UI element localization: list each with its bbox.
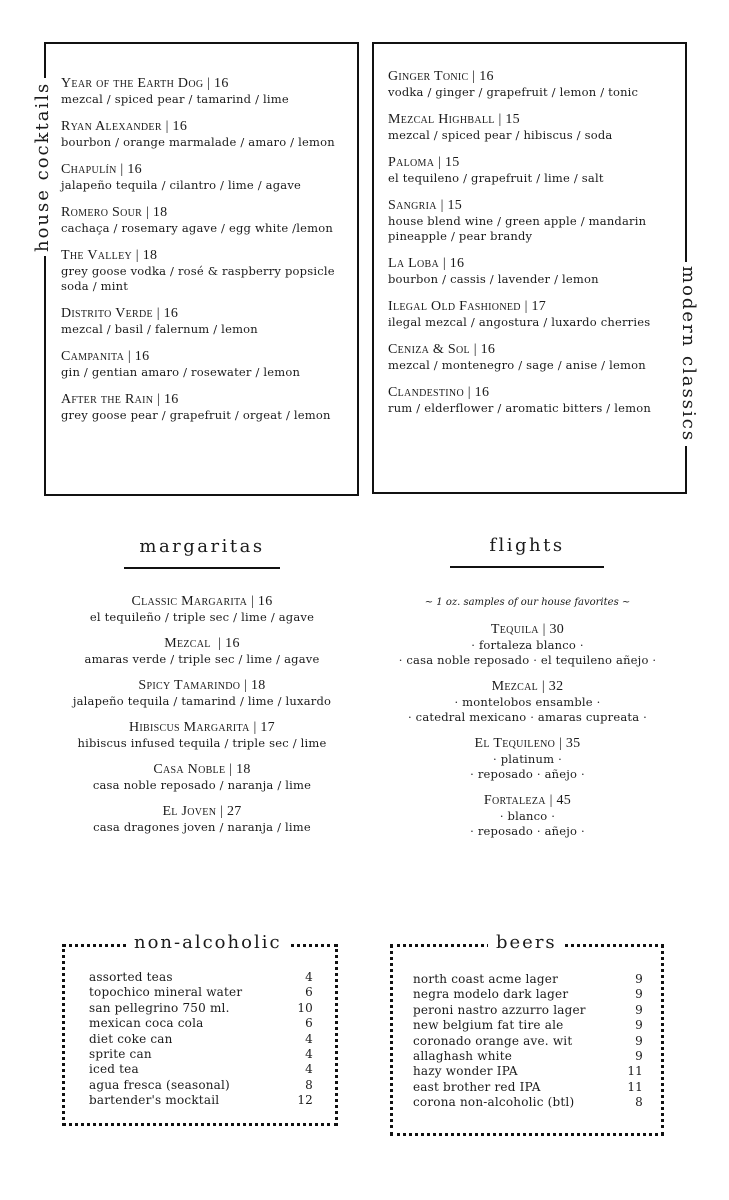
non-alcoholic-list: [89, 970, 313, 1109]
item-desc: jalapeño tequila / tamarind / lime / luxardo: [72, 694, 332, 708]
item-name: peroni nastro azzurro lager: [413, 1002, 586, 1017]
item-title: Ginger Tonic | 16: [388, 69, 494, 84]
beers-heading: beers: [488, 932, 565, 953]
item-title: Sangria | 15: [388, 198, 463, 213]
item-title: Ceniza & Sol | 16: [388, 342, 496, 357]
menu-item: [388, 385, 651, 416]
item-title: Campanita | 16: [61, 349, 150, 364]
menu-item: [40, 636, 364, 667]
list-item: [413, 987, 643, 1002]
list-item: [413, 1049, 643, 1064]
item-title: Hibiscus Margarita | 17: [129, 720, 275, 735]
item-title: Paloma | 15: [388, 155, 460, 170]
modern-classics-list: [388, 69, 651, 428]
item-title: Distrito Verde | 16: [61, 306, 179, 321]
flight-item: [380, 793, 675, 839]
list-item: [413, 1003, 643, 1018]
item-title: Spicy Tamarindo | 18: [138, 678, 266, 693]
list-item: [89, 1032, 313, 1047]
item-title: Fortaleza | 45: [483, 793, 572, 808]
house-cocktails-list: [61, 76, 335, 435]
menu-item: [61, 76, 335, 107]
item-price: 4: [305, 1047, 313, 1062]
item-title: Chapulín | 16: [61, 162, 142, 177]
menu-item: [61, 306, 335, 337]
item-price: 9: [635, 987, 643, 1002]
item-name: sprite can: [89, 1047, 152, 1062]
item-desc: pineapple / pear brandy: [388, 229, 533, 243]
list-item: [413, 972, 643, 987]
item-desc: rum / elderflower / aromatic bitters / lemon: [388, 401, 651, 415]
item-desc: · platinum ·: [493, 752, 562, 766]
menu-item: [61, 119, 335, 150]
flights-list: [380, 597, 675, 850]
item-price: 9: [635, 1033, 643, 1048]
item-desc: · reposado · añejo ·: [470, 767, 585, 781]
menu-item: [40, 678, 364, 709]
menu-item: [388, 69, 651, 100]
item-name: coronado orange ave. wit: [413, 1033, 573, 1048]
menu-item: [388, 112, 651, 143]
flight-item: [380, 679, 675, 725]
item-desc: ilegal mezcal / angostura / luxardo cherries: [388, 315, 651, 329]
menu-item: [388, 198, 651, 244]
item-title: The Valley | 18: [61, 248, 158, 263]
item-desc: el tequileno / grapefruit / lime / salt: [388, 171, 604, 185]
item-price: 9: [635, 972, 643, 986]
item-desc: mezcal / spiced pear / tamarind / lime: [61, 92, 289, 106]
item-name: mexican coca cola: [89, 1016, 204, 1031]
item-title: Casa Noble | 18: [153, 762, 251, 777]
item-price: 4: [305, 1031, 313, 1046]
item-price: 6: [305, 985, 313, 1000]
item-name: east brother red IPA: [413, 1079, 541, 1094]
item-desc: cachaça / rosemary agave / egg white /lemon: [61, 221, 333, 235]
list-item: [413, 1064, 643, 1079]
flights-note: ~ 1 oz. samples of our house favorites ~: [424, 597, 631, 608]
item-name: diet coke can: [89, 1031, 173, 1046]
menu-item: [61, 349, 335, 380]
item-price: 9: [635, 1049, 643, 1064]
menu-item: [40, 804, 364, 835]
item-title: Mezcal Highball | 15: [388, 112, 520, 127]
item-desc: hibiscus infused tequila / triple sec / lime: [77, 736, 327, 750]
non-alcoholic-heading: non-alcoholic: [126, 932, 290, 953]
modern-classics-heading: modern classics: [678, 262, 699, 446]
item-desc: grey goose vodka / rosé & raspberry popsicle: [61, 264, 335, 278]
list-item: [89, 1093, 313, 1108]
item-name: new belgium fat tire ale: [413, 1018, 564, 1033]
item-price: 6: [305, 1016, 313, 1031]
item-name: san pellegrino 750 ml.: [89, 1000, 230, 1015]
item-price: 9: [635, 1018, 643, 1033]
item-desc: grey goose pear / grapefruit / orgeat / lemon: [61, 408, 331, 422]
menu-item: [40, 720, 364, 751]
item-desc: casa dragones joven / naranja / lime: [93, 820, 311, 834]
item-title: Romero Sour | 18: [61, 205, 168, 220]
margaritas-heading: margaritas: [139, 536, 265, 557]
item-name: hazy wonder IPA: [413, 1064, 518, 1079]
item-desc: bourbon / cassis / lavender / lemon: [388, 272, 599, 286]
list-item: [89, 970, 313, 985]
list-item: [413, 1095, 643, 1110]
menu-item: [61, 392, 335, 423]
item-title: Mezcal | 32: [491, 679, 564, 694]
margaritas-list: [40, 594, 364, 846]
item-price: 12: [297, 1093, 313, 1108]
menu-item: [40, 594, 364, 625]
item-price: 4: [305, 1062, 313, 1077]
list-item: [413, 1080, 643, 1095]
item-desc: · casa noble reposado · el tequileno añejo ·: [398, 653, 657, 667]
item-name: iced tea: [89, 1062, 139, 1077]
item-name: topochico mineral water: [89, 985, 243, 1000]
item-title: Ilegal Old Fashioned | 17: [388, 299, 547, 314]
menu-item: [61, 248, 335, 294]
item-desc: bourbon / orange marmalade / amaro / lemon: [61, 135, 335, 149]
item-desc: vodka / ginger / grapefruit / lemon / tonic: [388, 85, 639, 99]
item-name: assorted teas: [89, 970, 173, 984]
margaritas-rule: [124, 567, 280, 569]
item-price: 10: [297, 1000, 313, 1015]
list-item: [89, 985, 313, 1000]
list-item: [89, 1062, 313, 1077]
item-desc: mezcal / basil / falernum / lemon: [61, 322, 258, 336]
item-title: Tequila | 30: [490, 622, 565, 637]
menu-item: [61, 162, 335, 193]
item-desc: · blanco ·: [499, 809, 556, 823]
item-title: Clandestino | 16: [388, 385, 490, 400]
menu-item: [388, 256, 651, 287]
flights-heading: flights: [489, 535, 565, 556]
item-desc: mezcal / montenegro / sage / anise / lemon: [388, 358, 646, 372]
item-price: 11: [627, 1064, 643, 1079]
item-title: El Joven | 27: [162, 804, 242, 819]
beers-list: [413, 972, 643, 1111]
item-name: negra modelo dark lager: [413, 987, 569, 1002]
list-item: [89, 1078, 313, 1093]
item-desc: casa noble reposado / naranja / lime: [92, 778, 312, 792]
item-name: north coast acme lager: [413, 972, 559, 986]
item-title: El Tequileno | 35: [474, 736, 581, 751]
item-price: 4: [305, 970, 313, 984]
list-item: [89, 1001, 313, 1016]
item-name: corona non-alcoholic (btl): [413, 1095, 575, 1110]
item-price: 9: [635, 1002, 643, 1017]
list-item: [89, 1047, 313, 1062]
menu-item: [388, 342, 651, 373]
house-cocktails-heading: house cocktails: [32, 78, 53, 256]
menu-item: [388, 155, 651, 186]
flight-item: [380, 622, 675, 668]
item-desc: soda / mint: [61, 279, 129, 293]
menu-item: [388, 299, 651, 330]
item-desc: mezcal / spiced pear / hibiscus / soda: [388, 128, 613, 142]
list-item: [413, 1018, 643, 1033]
menu-item: [61, 205, 335, 236]
item-title: La Loba | 16: [388, 256, 465, 271]
item-desc: amaras verde / triple sec / lime / agave: [84, 652, 320, 666]
list-item: [413, 1034, 643, 1049]
item-desc: jalapeño tequila / cilantro / lime / agave: [61, 178, 302, 192]
item-desc: · catedral mexicano · amaras cupreata ·: [407, 710, 648, 724]
item-title: Classic Margarita | 16: [131, 594, 273, 609]
item-desc: gin / gentian amaro / rosewater / lemon: [61, 365, 301, 379]
item-name: allaghash white: [413, 1049, 513, 1064]
item-desc: house blend wine / green apple / mandarin: [388, 214, 647, 228]
flights-rule: [450, 566, 604, 568]
flight-item: [380, 736, 675, 782]
menu-item: [40, 762, 364, 793]
item-desc: · reposado · añejo ·: [470, 824, 585, 838]
item-name: agua fresca (seasonal): [89, 1077, 230, 1092]
item-desc: · montelobos ensamble ·: [454, 695, 601, 709]
item-price: 11: [627, 1079, 643, 1094]
item-desc: · fortaleza blanco ·: [471, 638, 584, 652]
item-title: Mezcal | 16: [164, 636, 240, 651]
item-title: Year of the Earth Dog | 16: [61, 76, 229, 91]
list-item: [89, 1016, 313, 1031]
item-price: 8: [305, 1077, 313, 1092]
item-price: 8: [635, 1095, 643, 1110]
item-desc: el tequileño / triple sec / lime / agave: [89, 610, 315, 624]
item-title: Ryan Alexander | 16: [61, 119, 188, 134]
item-title: After the Rain | 16: [61, 392, 179, 407]
item-name: bartender's mocktail: [89, 1093, 220, 1108]
